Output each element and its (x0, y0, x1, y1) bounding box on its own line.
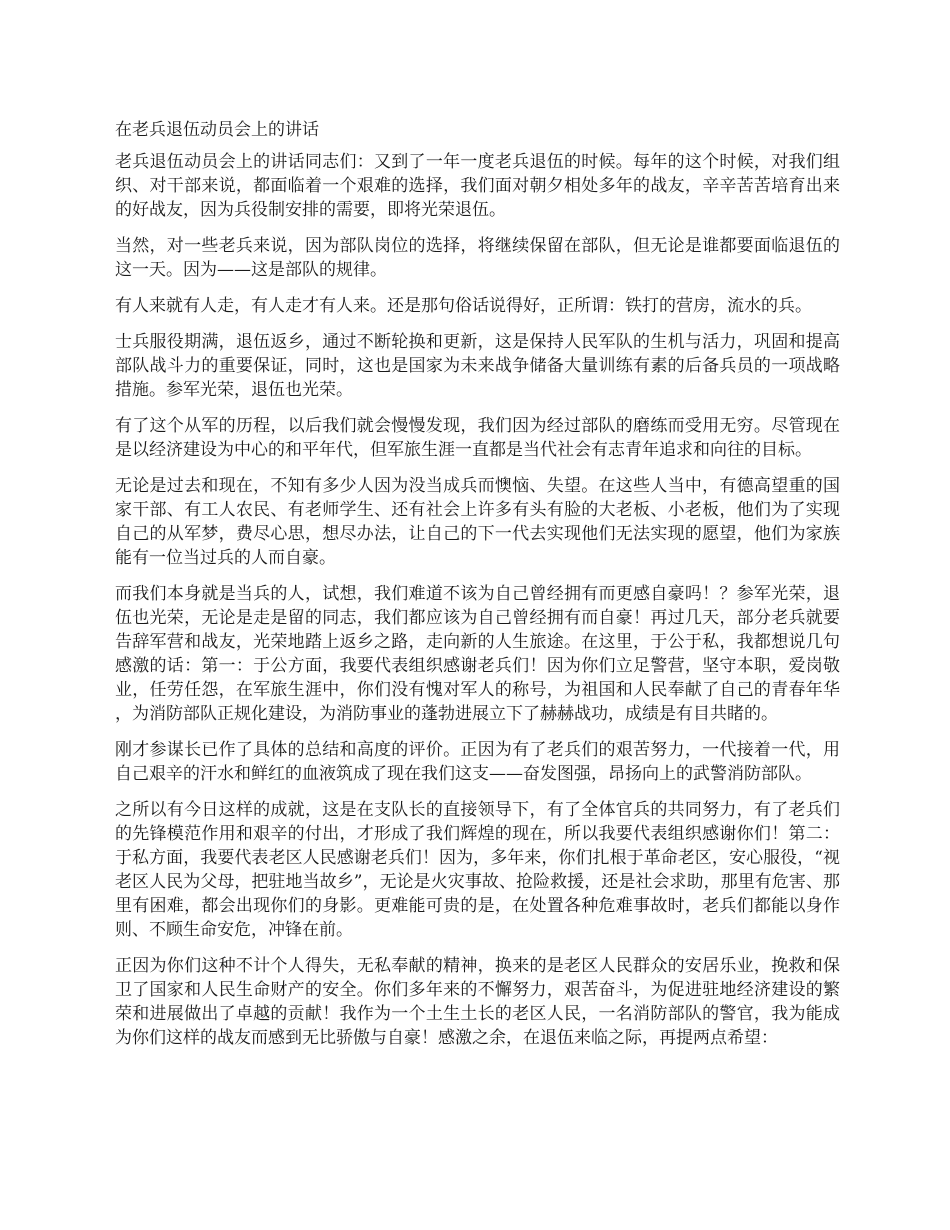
paragraph-1: 老兵退伍动员会上的讲话同志们：又到了一年一度老兵退伍的时候。每年的这个时候，对我们组织、对干部来说，都面临着一个艰难的选择，我们面对朝夕相处多年的战友，辛辛苦苦培育出来的好战友，因为兵役制安排的需要，即将光荣退伍。 (115, 152, 840, 220)
paragraph-6: 无论是过去和现在，不知有多少人因为没当成兵而懊恼、失望。在这些人当中，有德高望重的国家干部、有工人农民、有老师学生、还有社会上许多有头有脸的大老板、小老板，他们为了实现自己的从军梦，费尽心思，想尽办法，让自己的下一代去实现他们无法实现的愿望，他们为家族能有一位当过兵的人而自豪。 (115, 476, 840, 568)
paragraph-9: 之所以有今日这样的成就，这是在支队长的直接领导下，有了全体官兵的共同努力，有了老兵们的先锋模范作用和艰辛的付出，才形成了我们辉煌的现在，所以我要代表组织感谢你们！第二：于私方面，我要代表老区人民感谢老兵们！因为，多年来，你们扎根于革命老区，安心服役，“视老区人民为父母，把驻地当故乡”，无论是火灾事故、抢险救援，还是社会求助，那里有危害、那里有困难，都会出现你们的身影。更难能可贵的是，在处置各种危难事故时，老兵们都能以身作则、不顾生命安危，冲锋在前。 (115, 800, 840, 940)
document-page (115, 118, 840, 1062)
paragraph-5: 有了这个从军的历程，以后我们就会慢慢发现，我们因为经过部队的磨练而受用无穷。尽管现在是以经济建设为中心的和平年代，但军旅生涯一直都是当代社会有志青年追求和向往的目标。 (115, 416, 840, 460)
paragraph-4: 士兵服役期满，退伍返乡，通过不断轮换和更新，这是保持人民军队的生机与活力，巩固和提高部队战斗力的重要保证，同时，这也是国家为未来战争储备大量训练有素的后备兵员的一项战略措施。参军光荣，退伍也光荣。 (115, 332, 840, 400)
paragraph-7: 而我们本身就是当兵的人，试想，我们难道不该为自己曾经拥有而更感自豪吗！？参军光荣，退伍也光荣，无论是走是留的同志，我们都应该为自己曾经拥有而自豪！再过几天，部分老兵就要告辞军营和战友，光荣地踏上返乡之路，走向新的人生旅途。在这里，于公于私，我都想说几句感激的话：第一：于公方面，我要代表组织感谢老兵们！因为你们立足警营，坚守本职，爱岗敬业，任劳任怨，在军旅生涯中，你们没有愧对军人的称号，为祖国和人民奉献了自己的青春年华，为消防部队正规化建设，为消防事业的蓬勃进展立下了赫赫战功，成绩是有目共睹的。 (115, 584, 840, 724)
paragraph-10: 正因为你们这种不计个人得失，无私奉献的精神，换来的是老区人民群众的安居乐业，挽救和保卫了国家和人民生命财产的安全。你们多年来的不懈努力，艰苦奋斗，为促进驻地经济建设的繁荣和进展做出了卓越的贡献！我作为一个土生土长的老区人民，一名消防部队的警官，我为能成为你们这样的战友而感到无比骄傲与自豪！感激之余，在退伍来临之际，再提两点希望： (115, 956, 840, 1048)
paragraph-2: 当然，对一些老兵来说，因为部队岗位的选择，将继续保留在部队，但无论是谁都要面临退伍的这一天。因为——这是部队的规律。 (115, 236, 840, 280)
paragraph-3: 有人来就有人走，有人走才有人来。还是那句俗话说得好，正所谓：铁打的营房，流水的兵。 (115, 296, 812, 316)
document-title: 在老兵退伍动员会上的讲话 (115, 120, 319, 140)
paragraph-8: 刚才参谋长已作了具体的总结和高度的评价。正因为有了老兵们的艰苦努力，一代接着一代，用自己艰辛的汗水和鲜红的血液筑成了现在我们这支——奋发图强，昂扬向上的武警消防部队。 (115, 740, 840, 784)
